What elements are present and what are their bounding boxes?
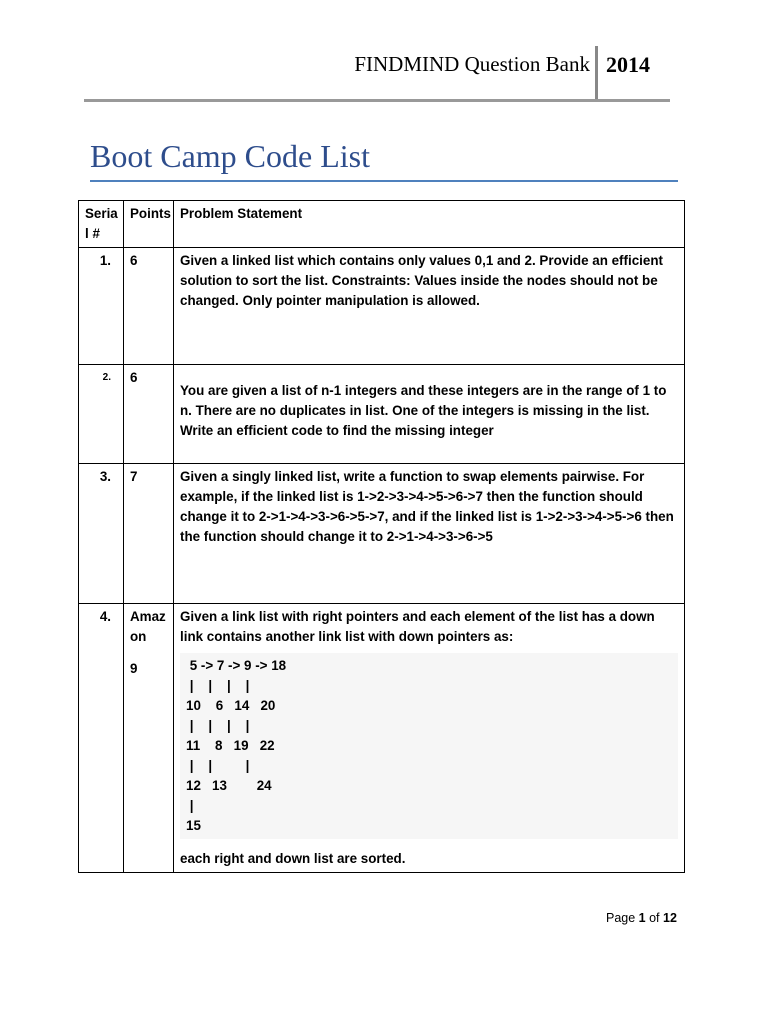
page-total: 12	[663, 911, 677, 925]
table-row	[79, 604, 685, 873]
table-row	[79, 248, 685, 365]
row-points-company: Amazon	[130, 609, 166, 644]
page-prefix: Page	[606, 911, 639, 925]
table-row	[79, 365, 685, 464]
header-separator	[595, 46, 598, 102]
header-year: 2014	[606, 52, 650, 77]
page-current: 1	[638, 911, 646, 925]
page-of: of	[645, 911, 663, 925]
row-points: 9	[130, 661, 138, 676]
table-row	[79, 464, 685, 604]
table-header-row	[79, 201, 685, 248]
row-points: 6	[124, 365, 174, 464]
header-serial: Seria l #	[79, 201, 124, 248]
linked-list-diagram: 5 -> 7 -> 9 -> 18 | | | | 10 6 14 20 | | | | 11 8 19 22 | | | 12 13 24 | 15	[180, 653, 678, 839]
problem-table	[78, 200, 685, 873]
row-serial: 2.	[79, 365, 124, 464]
row-statement-outro: each right and down list are sorted.	[180, 851, 406, 866]
row-statement: Given a singly linked list, write a function to swap elements pairwise. For example, if the linked list is 1->2->3->4->5->6->7 then the function should change it to 2->1->4->3->6->5->7, and if the linked list is 1->2->3->4->5->6 then the function should change it to 2->1->4->3->6->5	[174, 464, 685, 604]
row-statement-intro: Given a link list with right pointers and each element of the list has a down link contains another link list with down pointers as:	[180, 609, 655, 644]
header-problem-statement: Problem Statement	[174, 201, 685, 248]
header-title: FINDMIND Question Bank	[354, 52, 590, 76]
row-serial: 1.	[79, 248, 124, 365]
row-statement-cell	[174, 604, 685, 873]
row-points-cell	[124, 604, 174, 873]
row-serial: 4.	[79, 604, 124, 873]
header-rule	[84, 99, 670, 102]
row-serial: 3.	[79, 464, 124, 604]
title-rule	[90, 180, 678, 182]
row-statement: Given a linked list which contains only values 0,1 and 2. Provide an efficient solution to sort the list. Constraints: Values inside the nodes should not be changed. Only pointer manipulation is allowed.	[174, 248, 685, 365]
row-statement: You are given a list of n-1 integers and these integers are in the range of 1 to n. There are no duplicates in list. One of the integers is missing in the list. Write an efficient code to find the missing integer	[174, 365, 685, 464]
page-number	[606, 911, 677, 925]
document-title: Boot Camp Code List	[90, 138, 370, 174]
header-points: Points	[124, 201, 174, 248]
row-points: 6	[124, 248, 174, 365]
row-points: 7	[124, 464, 174, 604]
